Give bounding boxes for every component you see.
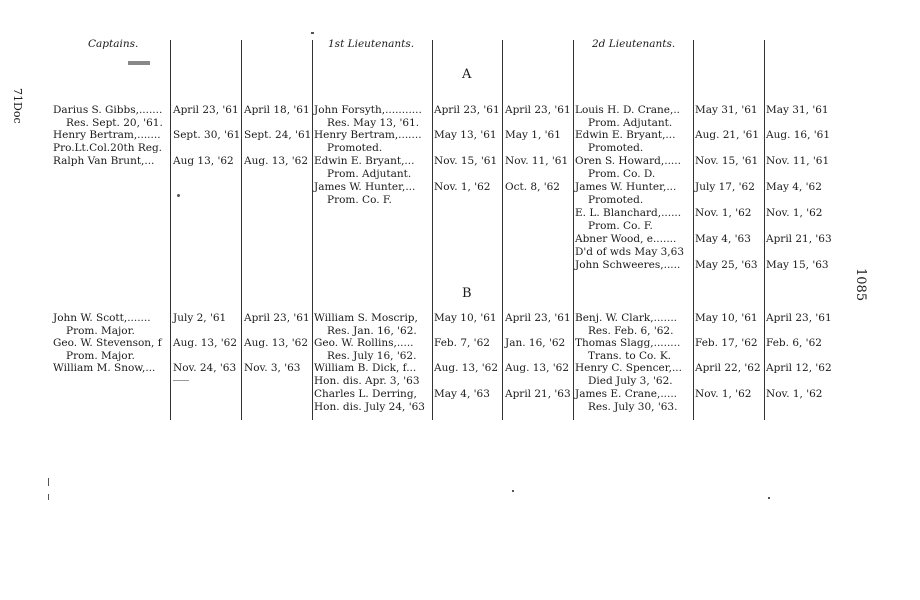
- date-rank: Feb. 7, '62: [434, 337, 490, 349]
- date-commission: Aug. 13, '62: [244, 337, 309, 349]
- date-rank: Aug. 13, '62: [173, 337, 238, 349]
- first-lt-entry: John Forsyth,........... Res. May 13, '61.: [314, 104, 422, 129]
- date-rank: Nov. 1, '62: [695, 388, 752, 400]
- second-lt-entry: James W. Hunter,... Promoted.: [575, 181, 677, 206]
- date-commission: April 21, '63: [505, 388, 571, 400]
- date-rank: May 4, '63: [434, 388, 490, 400]
- date-commission: Sept. 24, '61: [244, 129, 312, 141]
- captain-entry: Henry Bertram,....... Pro.Lt.Col.20th Reg.: [53, 129, 162, 154]
- date-rank: Nov. 15, '61: [434, 155, 498, 167]
- column-rule: [170, 40, 171, 420]
- captain-entry: Ralph Van Brunt,...: [53, 155, 155, 167]
- header-captains: Captains.: [88, 38, 139, 50]
- ink-mark: [48, 478, 49, 486]
- date-rank: Nov. 1, '62: [434, 181, 491, 193]
- date-rank: Feb. 17, '62: [695, 337, 758, 349]
- column-rule: [502, 40, 503, 420]
- column-rule: [432, 40, 433, 420]
- ink-mark: [48, 494, 49, 500]
- second-lt-entry: Henry C. Spencer,... Died July 3, '62.: [575, 362, 682, 387]
- date-commission: April 21, '63: [766, 233, 832, 245]
- date-rank: Sept. 30, '61: [173, 129, 241, 141]
- second-lt-entry: Thomas Slagg,........ Trans. to Co. K.: [575, 337, 681, 362]
- header-first-lieutenants: 1st Lieutenants.: [328, 38, 415, 50]
- date-commission: Nov. 11, '61: [766, 155, 830, 167]
- second-lt-entry: Edwin E. Bryant,... Promoted.: [575, 129, 676, 154]
- column-rule: [693, 40, 694, 420]
- date-rank: Nov. 15, '61: [695, 155, 759, 167]
- date-commission: Feb. 6, '62: [766, 337, 822, 349]
- date-commission: Nov. 1, '62: [766, 388, 823, 400]
- second-lt-entry: Oren S. Howard,..... Prom. Co. D.: [575, 155, 681, 180]
- date-commission: Aug. 13, '62: [244, 155, 309, 167]
- date-commission: Nov. 1, '62: [766, 207, 823, 219]
- date-rank: Nov. 1, '62: [695, 207, 752, 219]
- date-rank: May 13, '61: [434, 129, 497, 141]
- second-lt-entry: John Schweeres,.....: [575, 259, 681, 271]
- first-lt-entry: William B. Dick, f... Hon. dis. Apr. 3, '63: [314, 362, 420, 387]
- date-rank: May 10, '61: [434, 312, 497, 324]
- column-rule: [764, 40, 765, 420]
- header-second-lieutenants: 2d Lieutenants.: [592, 38, 676, 50]
- ink-smudge: [128, 61, 150, 65]
- ink-dot: [512, 490, 514, 492]
- date-commission: April 12, '62: [766, 362, 832, 374]
- section-letter-b: B: [462, 286, 472, 301]
- captain-entry: Geo. W. Stevenson, f Prom. Major.: [53, 337, 162, 362]
- second-lt-entry: James E. Crane,..... Res. July 30, '63.: [575, 388, 678, 413]
- date-commission: Aug. 13, '62: [505, 362, 570, 374]
- date-commission: April 23, '61: [244, 312, 310, 324]
- captain-entry: John W. Scott,....... Prom. Major.: [53, 312, 151, 337]
- date-commission: Nov. 11, '61: [505, 155, 569, 167]
- date-rank: Aug 13, '62: [173, 155, 234, 167]
- second-lt-entry: Louis H. D. Crane,.. Prom. Adjutant.: [575, 104, 680, 129]
- date-rank: July 17, '62: [695, 181, 755, 193]
- date-commission: May 1, '61: [505, 129, 561, 141]
- date-commission: Aug. 16, '61: [766, 129, 831, 141]
- date-commission: May 15, '63: [766, 259, 829, 271]
- page-number: 1085: [853, 268, 868, 302]
- date-rank: May 10, '61: [695, 312, 758, 324]
- date-rank: Aug. 21, '61: [695, 129, 760, 141]
- date-commission: April 18, '61: [244, 104, 310, 116]
- date-rank: July 2, '61: [173, 312, 227, 324]
- date-rank: May 31, '61: [695, 104, 758, 116]
- date-commission: April 23, '61: [766, 312, 832, 324]
- date-rank: Aug. 13, '62: [434, 362, 499, 374]
- date-rank: April 23, '61: [434, 104, 500, 116]
- first-lt-entry: Edwin E. Bryant,... Prom. Adjutant.: [314, 155, 415, 180]
- date-commission: May 4, '62: [766, 181, 822, 193]
- date-commission: May 31, '61: [766, 104, 829, 116]
- column-rule: [573, 40, 574, 420]
- column-rule: [312, 40, 313, 420]
- date-commission: Oct. 8, '62: [505, 181, 560, 193]
- date-rank: April 23, '61: [173, 104, 239, 116]
- date-commission: Nov. 3, '63: [244, 362, 301, 374]
- date-commission: Jan. 16, '62: [505, 337, 566, 349]
- second-lt-entry: Benj. W. Clark,....... Res. Feb. 6, '62.: [575, 312, 677, 337]
- margin-doc-number: 71Doc: [11, 88, 24, 124]
- date-rank: April 22, '62: [695, 362, 761, 374]
- first-lt-entry: Henry Bertram,....... Promoted.: [314, 129, 422, 154]
- second-lt-entry: E. L. Blanchard,...... Prom. Co. F.: [575, 207, 682, 232]
- second-lt-entry: Abner Wood, e....... D'd of wds May 3,63: [575, 233, 685, 258]
- date-commission: April 23, '61: [505, 312, 571, 324]
- ink-dot: [768, 497, 770, 499]
- first-lt-entry: Charles L. Derring, Hon. dis. July 24, '63: [314, 388, 425, 413]
- date-rank: Nov. 24, '63: [173, 362, 237, 374]
- first-lt-entry: Geo. W. Rollins,..... Res. July 16, '62.: [314, 337, 417, 362]
- first-lt-entry: James W. Hunter,... Prom. Co. F.: [314, 181, 416, 206]
- column-rule: [241, 40, 242, 420]
- ink-mark: [173, 380, 189, 381]
- date-rank: May 25, '63: [695, 259, 758, 271]
- first-lt-entry: William S. Moscrip, Res. Jan. 16, '62.: [314, 312, 418, 337]
- captain-entry: William M. Snow,...: [53, 362, 156, 374]
- date-commission: April 23, '61: [505, 104, 571, 116]
- date-rank: May 4, '63: [695, 233, 751, 245]
- ink-dot: [311, 32, 314, 34]
- section-letter-a: A: [462, 67, 472, 82]
- ink-dot: [177, 194, 180, 197]
- captain-entry: Darius S. Gibbs,....... Res. Sept. 20, '61.: [53, 104, 163, 129]
